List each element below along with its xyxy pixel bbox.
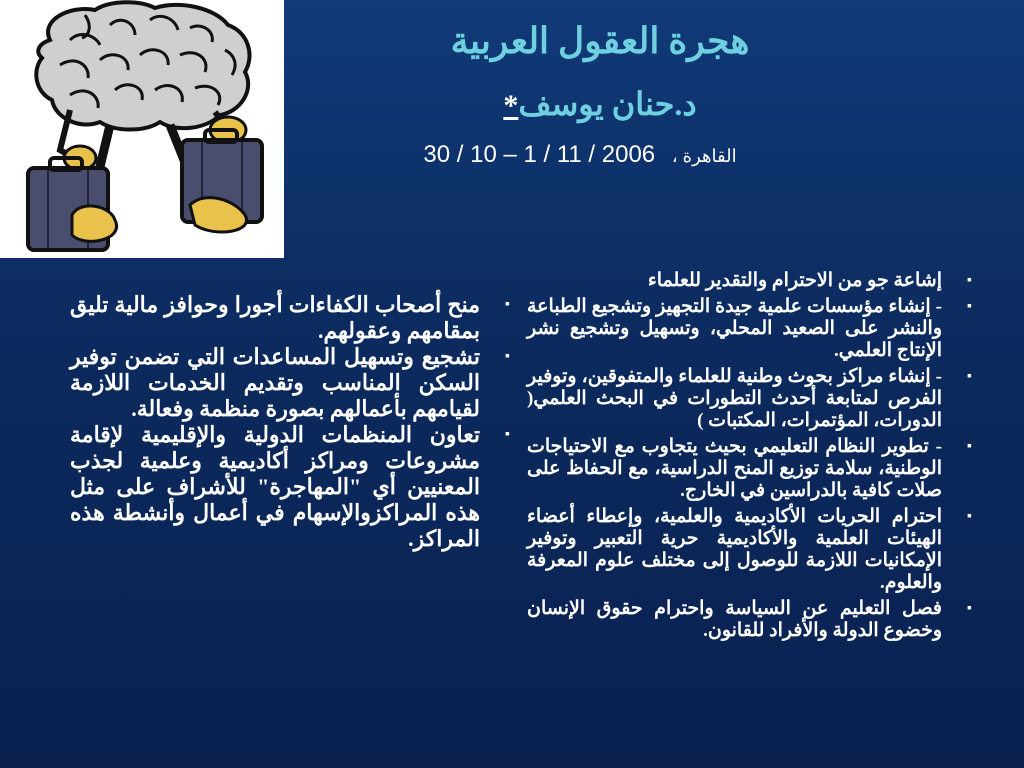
- bullet-icon: ▪: [967, 601, 972, 616]
- place-date: [300, 140, 860, 171]
- list-item: ▪ - إنشاء مراكز بحوث وطنية للعلماء والمتفوقين، وتوفير الفرص لمتابعة أحدث التطورات في البحث العلمي( الدورات، المؤتمرات، المكتبات ): [527, 366, 972, 431]
- author-line: [300, 86, 900, 124]
- author-name: د.حنان يوسف: [518, 86, 697, 122]
- list-item: ▪ احترام الحريات الأكاديمية والعلمية، وإعطاء أعضاء الهيئات العلمية والأكاديمية حرية التعبير وتوفير الإمكانيات اللازمة للوصول إلى مختلف علوم المعرفة والعلوم.: [527, 506, 972, 593]
- bullet-icon: ▪: [967, 369, 972, 384]
- bullet-icon: ▪: [505, 297, 510, 312]
- slide-title: هجرة العقول العربية: [450, 21, 750, 61]
- author-footnote-mark: *: [503, 89, 519, 122]
- bullet-icon: ▪: [967, 439, 972, 454]
- brain-illustration: [0, 0, 284, 258]
- bullet-icon: ▪: [505, 349, 510, 364]
- bullet-icon: ▪: [967, 509, 972, 524]
- left-bullet-column: [70, 292, 510, 552]
- list-item: ▪ إشاعة جو من الاحترام والتقدير للعلماء: [647, 270, 972, 291]
- bullet-icon: ▪: [505, 427, 510, 442]
- list-item: ▪ فصل التعليم عن السياسة واحترام حقوق الإنسان وخضوع الدولة والأفراد للقانون.: [527, 598, 972, 641]
- place: القاهرة ،: [671, 146, 737, 166]
- list-item: ▪ - تطوير النظام التعليمي بحيث يتجاوب مع الاحتياجات الوطنية، سلامة توزيع المنح الدراسية، مع الحفاظ على صلات كافية بالدراسين في الخارج.: [527, 436, 972, 501]
- list-item: ▪ منح أصحاب الكفاءات أجورا وحوافز مالية تليق بمقامهم وعقولهم.: [70, 292, 510, 343]
- bullet-icon: ▪: [967, 273, 972, 288]
- dates: 30 / 10 – 1 / 11 / 2006: [423, 141, 656, 168]
- bullet-icon: ▪: [967, 299, 972, 314]
- right-bullet-column: [527, 270, 972, 646]
- list-item: ▪ تشجيع وتسهيل المساعدات التي تضمن توفير السكن المناسب وتقديم الخدمات اللازمة لقيامهم بأعمالهم بصورة منظمة وفعالة.: [70, 344, 510, 421]
- list-item: ▪ - إنشاء مؤسسات علمية جيدة التجهيز وتشجيع الطباعة والنشر على الصعيد المحلي، وتسهيل وتشجيع نشر الإنتاج العلمي.: [527, 296, 972, 361]
- list-item: ▪ تعاون المنظمات الدولية والإقليمية لإقامة مشروعات ومراكز أكاديمية وعلمية لجذب المعنيين أي "المهاجرة" للأشراف على مثل هذه المراكزوالإسهام في أعمال وأنشطة هذه المراكز.: [70, 422, 510, 551]
- brain-with-suitcases-icon: [0, 0, 284, 258]
